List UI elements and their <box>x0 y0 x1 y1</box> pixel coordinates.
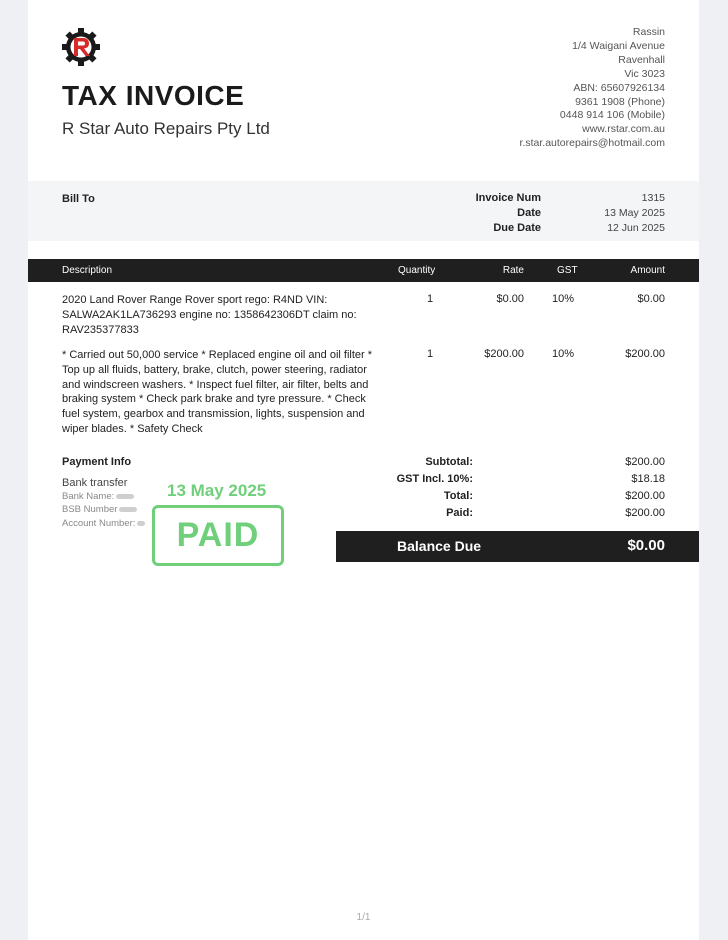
paid-value: $200.00 <box>625 507 665 519</box>
payment-info-title: Payment Info <box>62 456 132 468</box>
item-quantity: 1 <box>427 348 434 360</box>
abn-line: ABN: 65607926134 <box>573 81 665 94</box>
invoice-title: TAX INVOICE <box>62 80 245 111</box>
item-amount: $200.00 <box>625 348 665 360</box>
item-amount: $0.00 <box>637 293 665 305</box>
balance-due-bar <box>336 531 699 562</box>
invoice-num-label: Invoice Num <box>475 192 541 204</box>
balance-due-label: Balance Due <box>397 538 482 554</box>
invoice-meta-labels <box>476 191 541 236</box>
bsb-row <box>62 504 137 515</box>
redacted-value <box>119 507 137 512</box>
total-label: Total: <box>443 490 473 502</box>
subtotal-label: Subtotal: <box>425 456 473 468</box>
address-line: Vic 3023 <box>624 67 665 80</box>
subtotal-value: $200.00 <box>625 456 665 468</box>
paid-stamp-date: 13 May 2025 <box>167 481 267 500</box>
item-gst: 10% <box>552 293 575 305</box>
header-gst: GST <box>557 265 578 276</box>
balance-due-value: $0.00 <box>627 537 665 554</box>
bill-to-label: Bill To <box>62 193 95 205</box>
item-gst: 10% <box>552 348 575 360</box>
line-items-header <box>28 259 699 282</box>
total-value: $200.00 <box>625 490 665 502</box>
phone-line: 9361 1908 (Phone) <box>575 95 665 108</box>
account-number-label: Account Number: <box>62 518 136 529</box>
email-link[interactable]: r.star.autorepairs@hotmail.com <box>519 137 665 150</box>
company-address-block <box>520 26 665 151</box>
bank-name-row <box>62 491 134 502</box>
item-rate: $200.00 <box>484 348 524 360</box>
invoice-page <box>28 0 699 940</box>
header-description: Description <box>62 265 113 276</box>
website-link[interactable]: www.rstar.com.au <box>582 123 665 136</box>
redacted-value <box>137 521 145 526</box>
redacted-value <box>116 494 134 499</box>
paid-stamp: PAID <box>152 505 284 566</box>
address-line: Ravenhall <box>618 53 665 66</box>
mobile-line: 0448 914 106 (Mobile) <box>559 109 665 122</box>
invoice-num-value: 1315 <box>641 192 665 204</box>
address-line: Rassin <box>632 26 665 38</box>
item-quantity: 1 <box>427 293 434 305</box>
header-rate: Rate <box>502 265 524 276</box>
bank-name-label: Bank Name: <box>62 491 115 502</box>
date-value: 13 May 2025 <box>604 207 665 219</box>
gst-label: GST Incl. 10%: <box>396 473 473 485</box>
item-description: * Carried out 50,000 service * Replaced engine oil and oil filter * Top up all fluids, battery, brake, clutch, power steering, radiator and windscreen washers. * Inspect fuel filter, air filter, belts and braking system * Check park brake and tyre pressure. * Check fuel system, gearbox and transmission, lights, suspension and wiper blades. * Safety Check <box>62 349 373 435</box>
account-number-row <box>62 518 145 529</box>
bsb-label: BSB Number <box>62 504 118 515</box>
date-label: Date <box>517 207 541 219</box>
due-date-label: Due Date <box>493 222 541 234</box>
company-name: R Star Auto Repairs Pty Ltd <box>62 119 270 138</box>
header-amount: Amount <box>630 265 665 276</box>
payment-method: Bank transfer <box>62 477 128 489</box>
item-description: 2020 Land Rover Range Rover sport rego: R4ND VIN: SALWA2AK1LA736293 engine no: 1358642306DT claim no: RAV235377833 <box>62 294 357 336</box>
r-gear-logo-icon <box>61 27 101 67</box>
header-quantity: Quantity <box>398 265 436 276</box>
page-number: 1/1 <box>356 912 371 923</box>
item-rate: $0.00 <box>496 293 524 305</box>
invoice-meta-values <box>604 191 665 236</box>
bill-to-section <box>28 181 699 241</box>
paid-label: Paid: <box>446 507 473 519</box>
due-date-value: 12 Jun 2025 <box>607 222 665 234</box>
gst-value: $18.18 <box>631 473 665 485</box>
address-line: 1/4 Waigani Avenue <box>572 39 665 52</box>
